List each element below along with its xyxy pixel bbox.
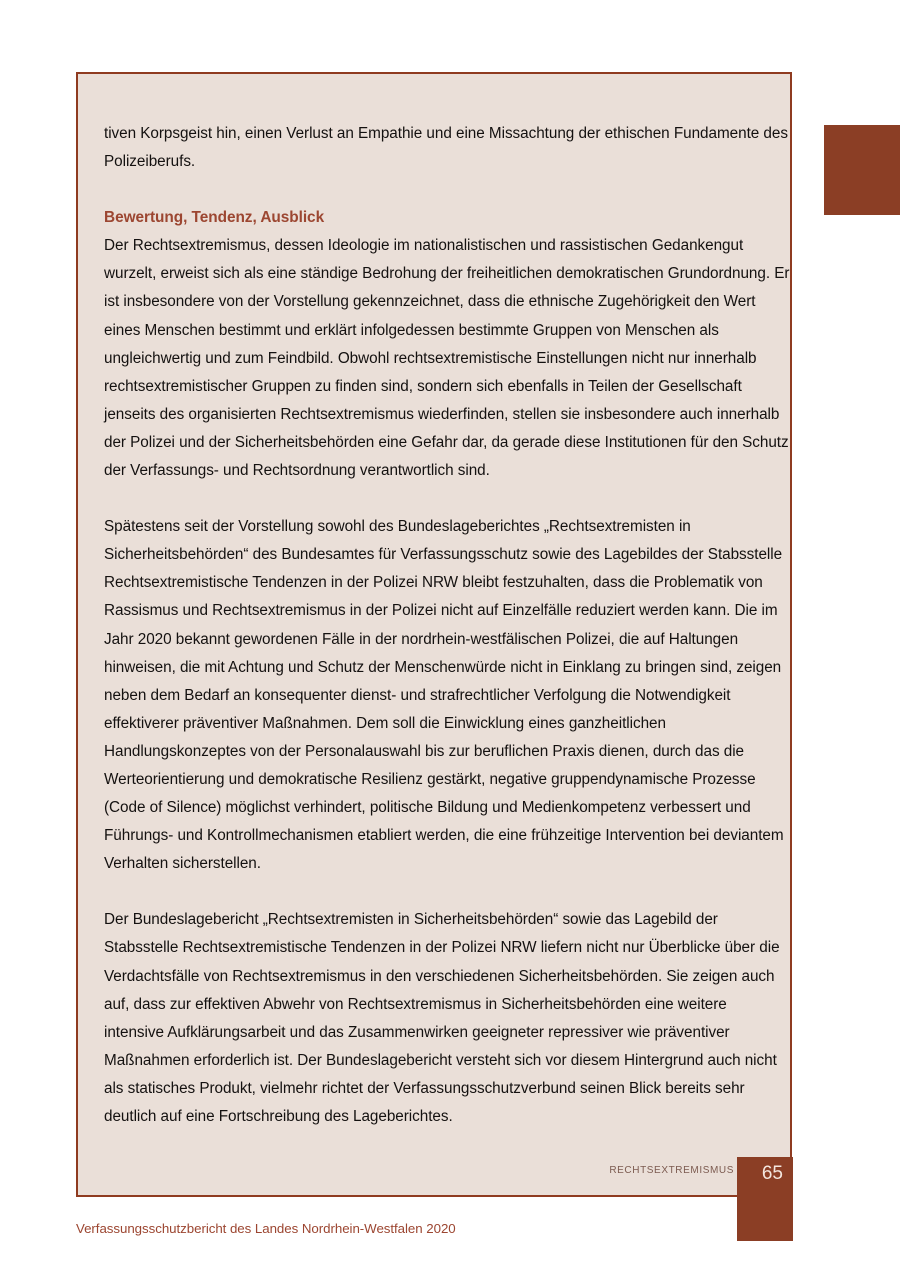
paragraph-3: Der Bundeslagebericht „Rechtsextremisten in Sicherheitsbehörden“ sowie das Lagebild der Stabsstelle Rechtsextremistische Tendenzen in der Polizei NRW liefern nicht nur Überblicke über die Verdachtsfälle von Rechtsextremismus in den verschiedenen Sicherheitsbehörden. Sie zeigen auch auf, dass zur effektiven Abwehr von Rechtsextremismus in Sicherheitsbehörden eine weitere intensive Aufklärungsarbeit und das Zusammenwirken geeigneter repressiver wie präventiver Maßnahmen erforderlich ist. Der Bundeslagebericht versteht sich vor diesem Hintergrund auch nicht als statisches Produkt, vielmehr richtet der Verfassungsschutzverbund seinen Blick bereits sehr deutlich auf eine Fortschreibung des Lageberichtes.	[104, 911, 780, 1125]
running-head-label: rechtsextremismus	[609, 1161, 734, 1177]
paragraph-spacer	[104, 878, 790, 906]
running-head-footer	[104, 1160, 734, 1178]
paragraph-spacer	[104, 485, 790, 513]
section-heading: Bewertung, Tendenz, Ausblick	[104, 209, 325, 227]
page-content	[104, 120, 790, 1131]
paragraph-1: Der Rechtsextremismus, dessen Ideologie im nationalistischen und rassistischen Gedankengut wurzelt, erweist sich als eine ständige Bedrohung der freiheitlichen demokratischen Grundordnung. Er ist insbesondere von der Vorstellung gekennzeichnet, dass die ethnische Zugehörigkeit den Wert eines Menschen bestimmt und erklärt infolgedessen bestimmte Gruppen von Menschen als ungleichwertig und zum Feindbild. Obwohl rechtsextremistische Einstellungen nicht nur innerhalb rechtsextremistischer Gruppen zu finden sind, sondern sich ebenfalls in Teilen der Gesellschaft jenseits des organisierten Rechtsextremismus wiederfinden, stellen sie insbesondere auch innerhalb der Polizei und der Sicherheitsbehörden eine Gefahr dar, da gerade diese Institutionen für den Schutz der Verfassungs- und Rechtsordnung verantwortlich sind.	[104, 237, 790, 480]
page-number-label: 65	[761, 1163, 783, 1184]
page-number-box	[737, 1157, 793, 1241]
report-caption: Verfassungsschutzbericht des Landes Nordrhein-Westfalen 2020	[76, 1221, 456, 1236]
paragraph-spacer	[104, 176, 790, 204]
section-edge-tab	[824, 125, 900, 215]
continued-paragraph: tiven Korpsgeist hin, einen Verlust an Empathie und eine Missachtung der ethischen Fundamente des Polizeiberufs.	[104, 125, 788, 171]
paragraph-2: Spätestens seit der Vorstellung sowohl des Bundeslageberichtes „Rechtsextremisten in Sicherheitsbehörden“ des Bundesamtes für Verfassungsschutz sowie des Lagebildes der Stabsstelle Rechtsextremistische Tendenzen in der Polizei NRW bleibt festzuhalten, dass die Problematik von Rassismus und Rechtsextremismus in der Polizei nicht auf Einzelfälle reduziert werden kann. Die im Jahr 2020 bekannt gewordenen Fälle in der nordrhein-westfälischen Polizei, die auf Haltungen hinweisen, die mit Achtung und Schutz der Menschenwürde nicht in Einklang zu bringen sind, zeigen neben dem Bedarf an konsequenter dienst- und strafrechtlicher Verfolgung die Notwendigkeit effektiverer präventiver Maßnahmen. Dem soll die Einwicklung eines ganzheitlichen Handlungskonzeptes von der Personalauswahl bis zur beruflichen Praxis dienen, durch das die Werteorientierung und demokratische Resilienz gestärkt, negative gruppendynamische Prozesse (Code of Silence) möglichst verhindert, politische Bildung und Medienkompetenz verbessert und Führungs- und Kontrollmechanismen etabliert werden, die eine frühzeitige Intervention bei deviantem Verhalten sicherstellen.	[104, 518, 784, 873]
